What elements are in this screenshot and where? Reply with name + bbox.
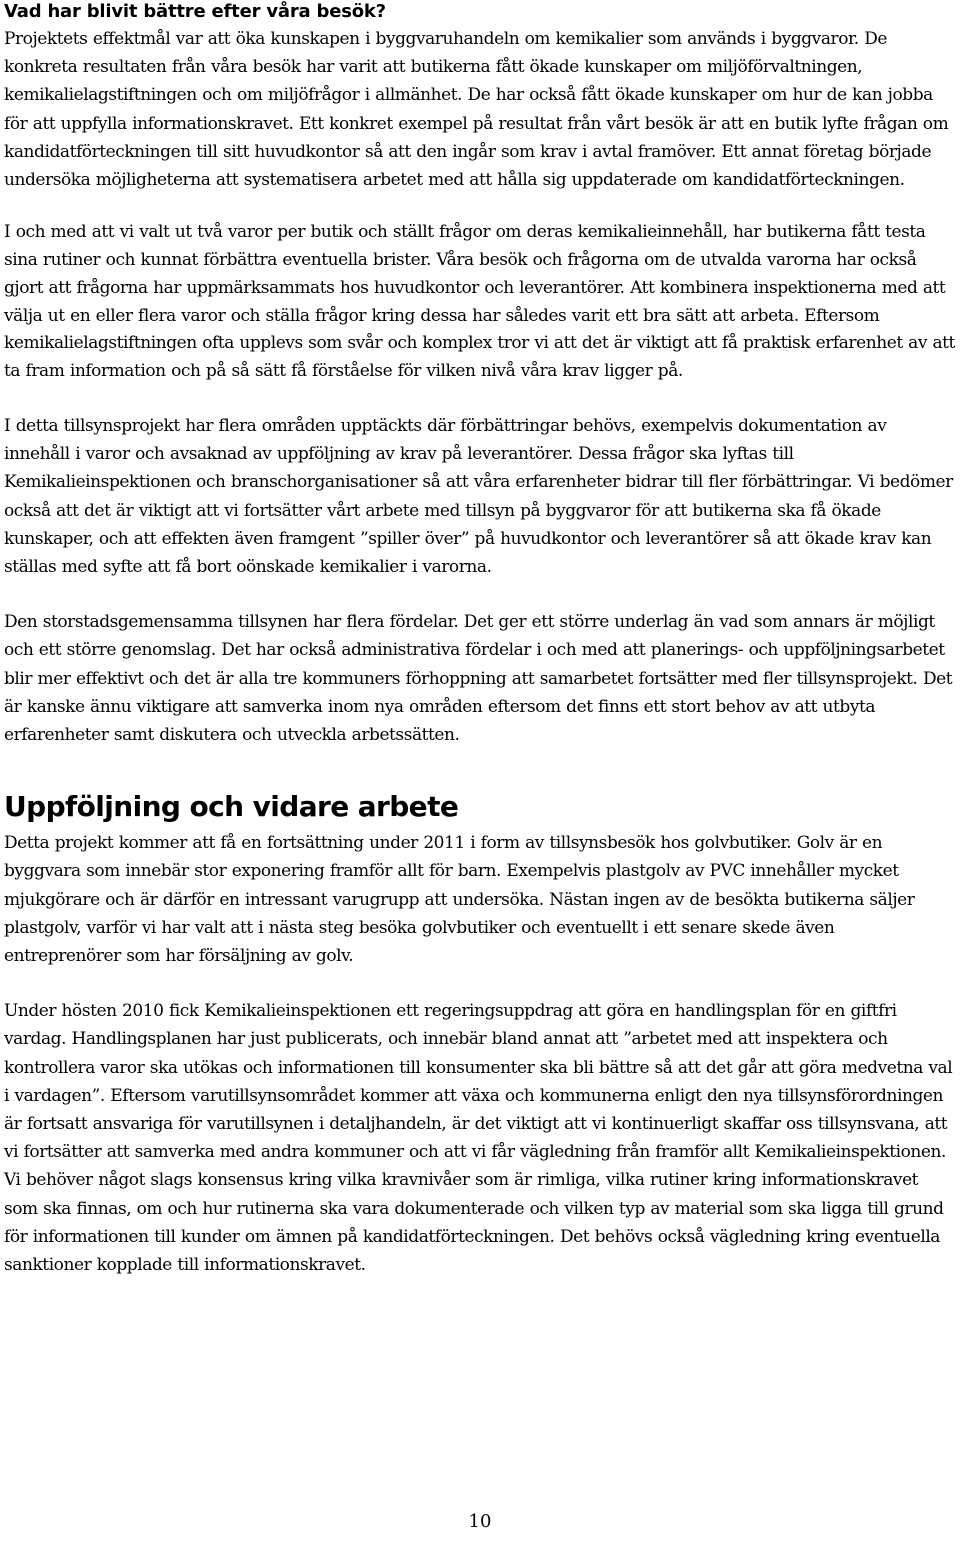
section-heading-follow-up: Uppföljning och vidare arbete	[4, 790, 459, 824]
section-heading-improvements: Vad har blivit bättre efter våra besök?	[4, 1, 386, 22]
page-number: 10	[468, 1511, 492, 1532]
paragraph-selected-goods: I och med att vi valt ut två varor per butik och ställt frågor om deras kemikalieinnehåll, har butikerna fått testa sina rutiner och kunnat förbättra eventuella brister. Våra besök och frågorna om de utvalda varorna har också gjort att frågorna har uppmärksammats hos huvudkontor och leverantörer. Att kombinera inspektionerna med att välja ut en eller flera varor och ställa frågor kring dessa har således varit ett bra sätt att arbeta. Eftersom kemikalielagstiftningen ofta upplevs som svår och komplex tror vi att det är viktigt att få praktisk erfarenhet av att ta fram information och på så sätt få förståelse för vilken nivå våra krav ligger på.	[4, 222, 955, 382]
document-page	[4, 0, 956, 1279]
paragraph-continuation-2011: Detta projekt kommer att få en fortsättning under 2011 i form av tillsynsbesök hos golvbutiker. Golv är en byggvara som innebär stor exponering framför allt för barn. Exempelvis plastgolv av PVC innehåller mycket mjukgörare och är därför en intressant varugrupp att undersöka. Nästan ingen av de besökta butikerna säljer plastgolv, varför vi har valt att i nästa steg besöka golvbutiker och eventuellt i ett senare skede även entreprenörer som har försäljning av golv.	[4, 833, 915, 967]
paragraph-improvement-areas: I detta tillsynsprojekt har flera områden upptäckts där förbättringar behövs, exempelvis dokumentation av innehåll i varor och avsaknad av uppföljning av krav på leverantörer. Dessa frågor ska lyftas till Kemikalieinspektionen och branschorganisationer så att våra erfarenheter bidrar till fler förbättringar. Vi bedömer också att det är viktigt att vi fortsätter vårt arbete med tillsyn på byggvaror för att butikerna ska få ökade kunskaper, och att effekten även framgent ”spiller över” på huvudkontor och leverantörer så att ökade krav kan ställas med syfte att få bort oönskade kemikalier i varorna.	[4, 416, 953, 578]
paragraph-effect-goals: Projektets effektmål var att öka kunskapen i byggvaruhandeln om kemikalier som används i byggvaror. De konkreta resultaten från våra besök har varit att butikerna fått ökade kunskaper om miljöförvaltningen, kemikalielagstiftningen och om miljöfrågor i allmänhet. De har också fått ökade kunskaper om hur de kan jobba för att uppfylla informationskravet. Ett konkret exempel på resultat från vårt besök är att en butik lyfte frågan om kandidatförteckningen till sitt huvudkontor så att den ingår som krav i avtal framöver. Ett annat företag började undersöka möjligheterna att systematisera arbetet med att hålla sig uppdaterade om kandidatförteckningen.	[4, 29, 949, 191]
paragraph-action-plan: Under hösten 2010 fick Kemikalieinspektionen ett regeringsuppdrag att göra en handlingsplan för en giftfri vardag. Handlingsplanen har just publicerats, och innebär bland annat att ”arbetet med att inspektera och kontrollera varor ska utökas och informationen till konsumenter ska bli bättre så att det går att göra medvetna val i vardagen”. Eftersom varutillsynsområdet kommer att växa och kommunerna enligt den nya tillsynsförordningen är fortsatt ansvariga för varutillsynen i detaljhandeln, är det viktigt att vi kontinuerligt skaffar oss tillsynsvana, att vi fortsätter att samverka med andra kommuner och att vi får vägledning från framför allt Kemikalieinspektionen. Vi behöver något slags konsensus kring vilka kravnivåer som är rimliga, vilka rutiner kring informationskravet som ska finnas, om och hur rutinerna ska vara dokumenterade och vilken typ av material som ska ligga till grund för informationen till kunder om ämnen på kandidatförteckningen. Det behövs också vägledning kring eventuella sanktioner kopplade till informationskravet.	[4, 1001, 953, 1276]
paragraph-joint-supervision: Den storstadsgemensamma tillsynen har flera fördelar. Det ger ett större underlag än vad som annars är möjligt och ett större genomslag. Det har också administrativa fördelar i och med att planerings- och uppföljningsarbetet blir mer effektivt och det är alla tre kommuners förhoppning att samarbetet fortsätter med fler tillsynsprojekt. Det är kanske ännu viktigare att samverka inom nya områden eftersom det finns ett stort behov av att utbyta erfarenheter samt diskutera och utveckla arbetssätten.	[4, 612, 953, 746]
